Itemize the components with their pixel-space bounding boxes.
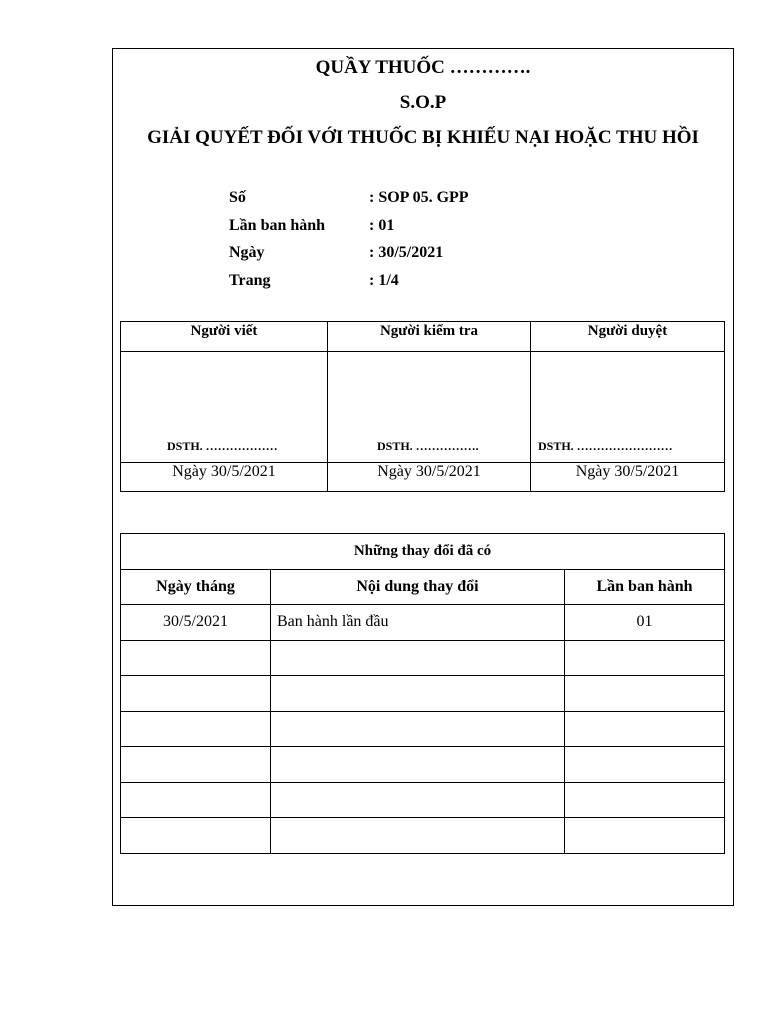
cell-date — [121, 782, 271, 818]
document-page — [112, 48, 734, 906]
cell-issue — [565, 818, 725, 854]
doc-type: S.O.P — [399, 92, 447, 113]
meta-value: : 30/5/2021 — [369, 244, 444, 261]
table-row — [121, 676, 725, 712]
cell-issue: 01 — [565, 605, 725, 641]
cell-issue — [565, 747, 725, 783]
signature-header-reviewer: Người kiểm tra — [328, 322, 531, 352]
table-row — [121, 605, 725, 641]
cell-content — [271, 818, 565, 854]
cell-content: Ban hành lần đầu — [271, 605, 565, 641]
signature-box-approver — [531, 352, 725, 463]
meta-value: : 1/4 — [369, 271, 399, 289]
cell-issue — [565, 640, 725, 676]
cell-content — [271, 711, 565, 747]
signature-table — [120, 321, 725, 492]
signature-box-reviewer — [328, 352, 531, 463]
table-row — [121, 711, 725, 747]
cell-content — [271, 782, 565, 818]
cell-content — [271, 747, 565, 783]
store-title: QUẦY THUỐC …………. — [315, 57, 531, 78]
cell-issue — [565, 676, 725, 712]
meta-label: Ngày — [229, 244, 265, 261]
cell-date — [121, 747, 271, 783]
cell-date — [121, 676, 271, 712]
dsth-label: DSTH. ……………… — [167, 439, 278, 453]
table-row — [121, 782, 725, 818]
changes-caption: Những thay đổi đã có — [121, 534, 725, 570]
signature-date: Ngày 30/5/2021 — [531, 463, 725, 492]
meta-label: Trang — [229, 271, 271, 289]
cell-issue — [565, 711, 725, 747]
signature-date: Ngày 30/5/2021 — [121, 463, 328, 492]
table-row — [121, 747, 725, 783]
doc-title: GIẢI QUYẾT ĐỐI VỚI THUỐC BỊ KHIẾU NẠI HOẶC THU HỒI — [147, 127, 699, 148]
signature-header-approver: Người duyệt — [531, 322, 725, 352]
cell-date — [121, 640, 271, 676]
changes-table — [120, 533, 725, 854]
table-row — [121, 640, 725, 676]
cell-content — [271, 640, 565, 676]
cell-date — [121, 711, 271, 747]
column-header-issue: Lần ban hành — [565, 570, 725, 605]
table-row — [121, 818, 725, 854]
meta-value: : 01 — [369, 216, 395, 234]
meta-label: Số — [229, 189, 246, 206]
cell-date — [121, 818, 271, 854]
dsth-label: DSTH. …………………… — [538, 439, 673, 453]
cell-date: 30/5/2021 — [121, 605, 271, 641]
dsth-label: DSTH. ……………. — [377, 439, 479, 453]
column-header-date: Ngày tháng — [121, 570, 271, 605]
column-header-content: Nội dung thay đổi — [271, 570, 565, 605]
meta-label: Lần ban hành — [229, 216, 326, 234]
meta-value: : SOP 05. GPP — [369, 189, 469, 206]
signature-box-writer — [121, 352, 328, 463]
signature-date: Ngày 30/5/2021 — [328, 463, 531, 492]
signature-header-writer: Người viết — [121, 322, 328, 352]
cell-issue — [565, 782, 725, 818]
cell-content — [271, 676, 565, 712]
